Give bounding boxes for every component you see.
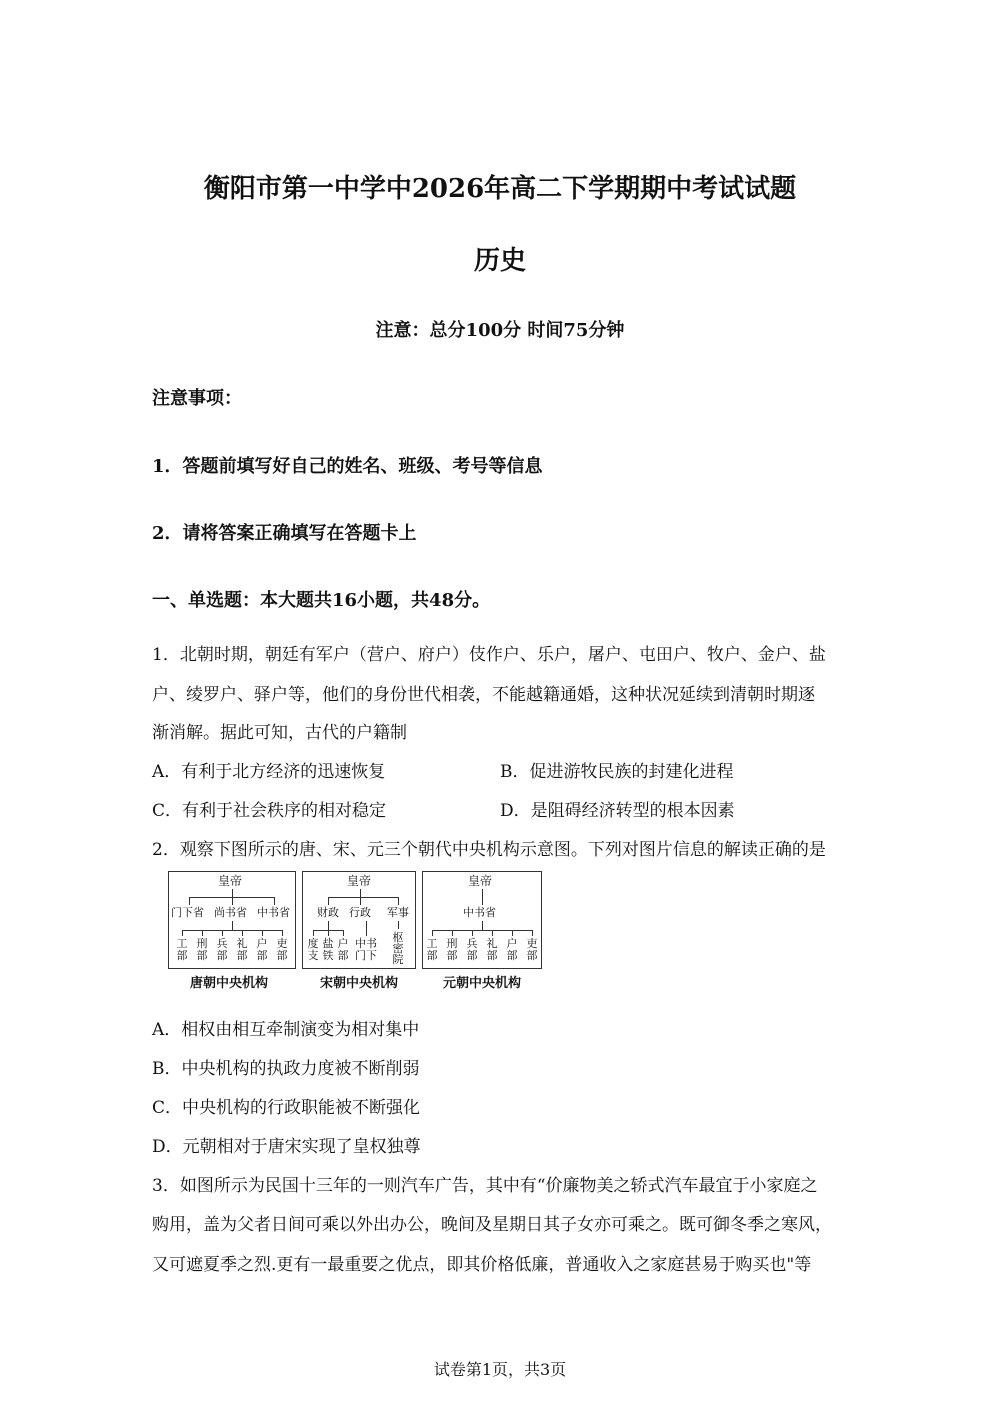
song-military: 军事	[387, 906, 409, 919]
exam-title: 衡阳市第一中学中2026年高二下学期期中考试试题	[203, 174, 797, 204]
song-shumiyuan: 枢密院	[392, 931, 404, 966]
tang-libu: 礼部	[236, 937, 248, 962]
yuan-caption: 元朝中央机构	[443, 976, 522, 991]
tang-gongbu: 工部	[176, 937, 188, 962]
question-1-line: 1．北朝时期，朝廷有军户（营户、府户）伎作户、乐户，屠户、屯田户、牧户、金户、盐	[152, 645, 826, 665]
section-heading: 一、单选题：本大题共16小题，共48分。	[152, 590, 491, 611]
question-1-line: 渐消解。据此可知，古代的户籍制	[152, 723, 407, 743]
page-footer: 试卷第1页，共3页	[433, 1360, 567, 1379]
instruction-item: 1．答题前填写好自己的姓名、班级、考号等信息	[152, 456, 543, 477]
yuan-emperor: 皇帝	[468, 874, 493, 888]
yuan-bingbu: 兵部	[466, 937, 478, 962]
yuan-gongbu: 工部	[426, 937, 438, 962]
question-1-option-c: C．有利于社会秩序的相对稳定	[152, 801, 387, 821]
question-2-option-c: C．中央机构的行政职能被不断强化	[152, 1098, 421, 1118]
tang-libu-personnel: 吏部	[276, 937, 288, 962]
question-1-line: 户、绫罗户、驿户等，他们的身份世代相袭，不能越籍通婚，这种状况延续到清朝时期逐	[152, 685, 815, 705]
song-yantie: 盐铁	[322, 937, 334, 962]
question-2-option-b: B．中央机构的执政力度被不断削弱	[152, 1059, 420, 1079]
song-caption: 宋朝中央机构	[320, 976, 399, 991]
instructions-heading: 注意事项：	[152, 388, 242, 409]
exam-note: 注意：总分100分 时间75分钟	[375, 320, 625, 341]
question-2-option-a: A．相权由相互牵制演变为相对集中	[152, 1020, 420, 1040]
question-2-option-d: D．元朝相对于唐宋实现了皇权独尊	[152, 1137, 421, 1157]
tang-menxia: 门下省	[171, 906, 204, 919]
question-3-line: 购用，盖为父者日间可乘以外出办公，晚间及星期日其子女亦可乘之。既可御冬季之寒风，	[152, 1215, 832, 1235]
question-1-option-d: D．是阻碍经济转型的根本因素	[500, 801, 735, 821]
question-1-option-b: B．促进游牧民族的封建化进程	[500, 762, 734, 782]
tang-shangshu: 尚书省	[214, 906, 247, 919]
yuan-hubu: 户部	[506, 937, 518, 962]
song-administration: 行政	[349, 906, 371, 919]
question-2-line: 2．观察下图所示的唐、宋、元三个朝代中央机构示意图。下列对图片信息的解读正确的是	[152, 840, 826, 860]
yuan-diagram	[422, 871, 542, 969]
yuan-zhongshu: 中书省	[463, 906, 496, 919]
yuan-libu: 礼部	[486, 937, 498, 962]
tang-hubu: 户部	[256, 937, 268, 962]
song-diagram	[302, 871, 416, 969]
song-duzhi: 度支	[307, 937, 319, 962]
question-1-option-a: A．有利于北方经济的迅速恢复	[152, 762, 386, 782]
tang-emperor: 皇帝	[218, 874, 243, 888]
subject-title: 历史	[473, 246, 526, 276]
tang-caption: 唐朝中央机构	[190, 976, 269, 991]
tang-bingbu: 兵部	[216, 937, 228, 962]
question-3-line: 又可遮夏季之烈.更有一最重要之优点，即其价格低廉，普通收入之家庭甚易于购买也"等	[152, 1255, 812, 1275]
song-emperor: 皇帝	[347, 874, 372, 888]
instruction-item: 2．请将答案正确填写在答题卡上	[152, 523, 417, 544]
song-hubu: 户部	[337, 937, 349, 962]
tang-zhongshu: 中书省	[257, 906, 290, 919]
song-finance: 财政	[317, 906, 339, 919]
song-zhongshu-menxia: 中书门下	[355, 937, 377, 962]
yuan-libu-personnel: 吏部	[526, 937, 538, 962]
tang-xingbu: 刑部	[196, 937, 208, 962]
question-3-line: 3．如图所示为民国十三年的一则汽车广告，其中有“价廉物美之轿式汽车最宜于小家庭之	[152, 1176, 818, 1196]
yuan-xingbu: 刑部	[446, 937, 458, 962]
tang-diagram	[168, 871, 296, 969]
